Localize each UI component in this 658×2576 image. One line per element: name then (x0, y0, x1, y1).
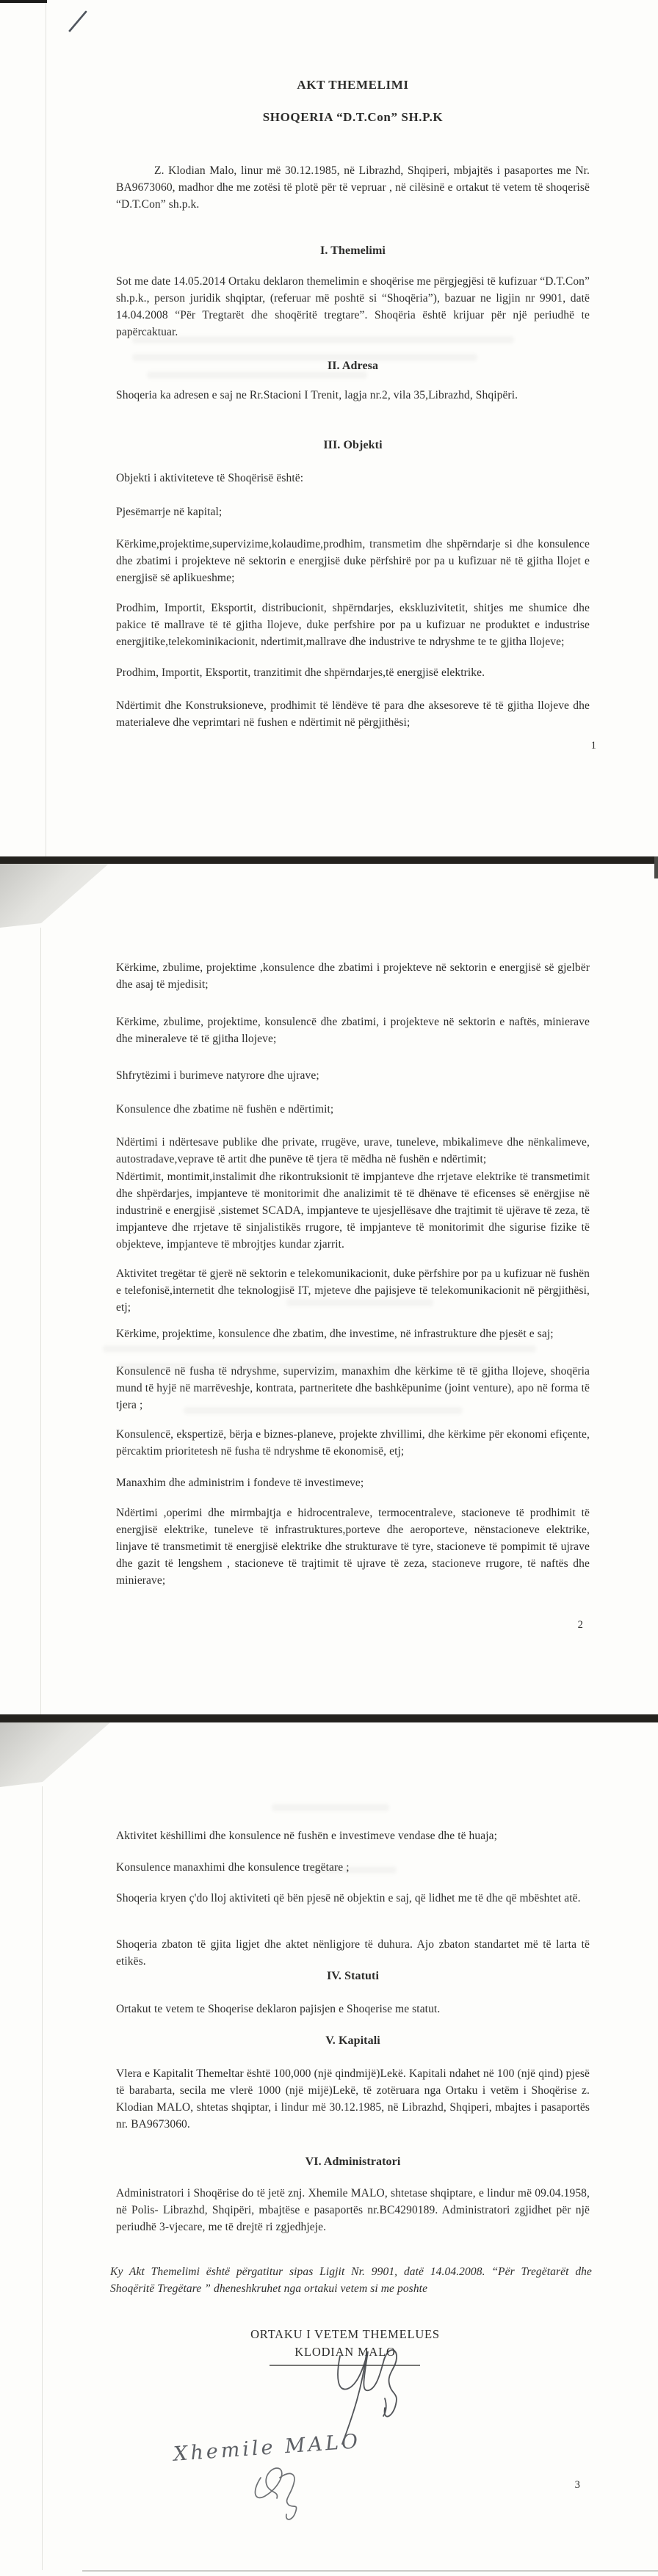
para-oil-minerals: Kërkime, zbulime, projektime, konsulencë dhe zbatimi, i projekteve në sektorin e naftës, minierave dhe mineraleve të të gjitha llojeve; (116, 1016, 590, 1045)
para-natural-resources: Shfrytëzimi i burimeve natyrore dhe ujrave; (116, 1069, 319, 1082)
page-number: 2 (577, 1619, 583, 1631)
para-investment-advice: Aktivitet këshillimi dhe konsulence në fushën e investimeve vendase dhe të huaja; (116, 1830, 498, 1842)
heading-capital: V. Kapitali (325, 2034, 380, 2047)
company-name: SHOQERIA “D.T.Con” SH.P.K (262, 110, 444, 124)
bleed-through-artifact (103, 1345, 536, 1353)
para-object-intro: Objekti i aktiviteteve të Shoqërisë është: (116, 472, 304, 484)
para-construction: Ndërtimit dhe Konstruksioneve, prodhimit të lëndëve të para dhe aksesoreve të të gjitha llojeve dhe materialeve dhe veprimtari në fushen e ndërtimit në përgjithësi; (116, 699, 590, 729)
page-number: 3 (574, 2479, 580, 2491)
para-founding: Sot me date 14.05.2014 Ortaku deklaron themelimin e shoqërise me përgjegjësi të kufizuar “D.T.Con” sh.p.k., person juridik shqiptar, (referuar më poshtë si “Shoqëria”), bazuar ne ligjin nr 9901, datë 14.04.2008 “Për Tregtarët dhe shoqëritë tregtare”. Shoqëria është krijuar për një periudhë te papërcaktuar. (116, 275, 590, 338)
page-2 (0, 859, 658, 1714)
heading-administrator: VI. Administratori (305, 2155, 401, 2168)
para-power-plants: Ndërtimi ,operimi dhe mirmbajtja e hidrocentraleve, termocentraleve, stacioneve të prodhimit të energjisë elektrike, tuneleve të infrastruktures,porteve dhe aeroporteve, nënstacioneve elektrike, linjave të transmetimit të energjisë elektrike dhe strukturave të tyre, stacioneve të pompimit të ujrave dhe gazit të lengshem , stacioneve të trajtimit të ujrave të zeza, stacioneve rrugore, të naftës dhe minierave; (116, 1507, 590, 1587)
bleed-through-artifact (272, 1804, 389, 1811)
para-address: Shoqeria ka adresen e saj ne Rr.Stacioni I Trenit, lagja nr.2, vila 35,Librazhd, Shqipëri. (116, 389, 518, 401)
para-closing-clause: Ky Akt Themelimi është përgatitur sipas Ligjit Nr. 9901, datë 14.04.2008. “Për Tregëtarët dhe Shoqëritë Tregëtare ” dheneshkruhet nga ortakui vetem si me poshte (110, 2266, 592, 2295)
para-capital: Vlera e Kapitalit Themeltar është 100,000 (një qindmijë)Lekë. Kapitali ndahet në 100 (një qind) pjesë të barabarta, secila me vlerë 1000 (një mijë)Lekë, të zotëruara nga Ortaku i vetëm i Shoqërise z. Klodian MALO, shtetas shqiptar, i lindur më 30.12.1985, në Librazhd, Shqiperi, mbajtes i pasaportës nr. BA9673060. (116, 2067, 590, 2131)
document-title: AKT THEMELIMI (297, 78, 409, 92)
heading-founding: I. Themelimi (320, 244, 386, 257)
para-fund-management: Manaxhim dhe administrim i fondeve të investimeve; (116, 1477, 364, 1489)
heading-address: II. Adresa (327, 360, 379, 372)
para-founder-intro: Z. Klodian Malo, linur më 30.12.1985, në Librazhd, Shqiperi, mbjajtës i pasaportes me Nr. BA9673060, madhor dhe me zotësi të plotë për të vepruar , në cilësinë e ortakut të vetem të shoqerisë “D.T.Con” sh.p.k. (116, 164, 590, 211)
para-management-consulting: Konsulence manaxhimi dhe konsulence tregëtare ; (116, 1861, 350, 1874)
page-3 (0, 1716, 658, 2576)
signer-name: KLODIAN MALO (294, 2345, 396, 2359)
para-production-energy: Prodhim, Importit, Eksportit, tranzitimit dhe shpërndarjes,të energjisë elektrike. (116, 666, 485, 679)
para-telecom: Aktivitet tregëtar të gjerë në sektorin e telekomunikacionit, duke përfshire por pa u kufizuar në fushën e telefonisë,internetit dhe teknologjisë IT, mjeteve dhe pajisjeve të telekomunikacionit në përgjithësi, etj; (116, 1267, 590, 1314)
signer-title: ORTAKU I VETEM THEMELUES (250, 2327, 440, 2341)
para-infrastructure: Kërkime, projektime, konsulence dhe zbatim, dhe investime, në infrastrukture dhe pjesët e saj; (116, 1328, 554, 1340)
para-activity-scope: Shoqeria kryen ç'do lloj aktiviteti që bën pjesë në objektin e saj, që lidhet me të dhe që mbështet atë. (116, 1892, 581, 1904)
para-green-energy: Kërkime, zbulime, projektime ,konsulence dhe zbatimi i projekteve në sektorin e energjisë së gjelbër dhe asaj të mjedisit; (116, 961, 590, 991)
para-law-compliance: Shoqeria zbaton të gjita ligjet dhe aktet nënligjore të duhura. Ajo zbaton standartet më të larta të etikës. (116, 1938, 590, 1968)
para-research-energy: Kërkime,projektime,supervizime,kolaudime,prodhim, transmetim dhe shpërndarje si dhe konsulence dhe zbatimi i projekteve në sektorin e energjisë duke përfshirë por pa u kufizuar në të gjitha llojet e energjisë së aplikueshme; (116, 538, 590, 584)
para-joint-venture: Konsulencë në fusha të ndryshme, supervizim, manaxhim dhe kërkime të të gjitha llojeve, shoqëria mund të hyjë në marrëveshje, kontrata, partneritete dhe bashkëpunime (joint venture), apo në forma të tjera ; (116, 1365, 590, 1411)
page-number: 1 (590, 740, 596, 752)
para-business-plans: Konsulencë, ekspertizë, bërja e biznes-planeve, projekte zhvillimi, dhe kërkime për ekonomi efiçente, përcaktim prioritetesh në fusha të ndryshme të ekonomisë, etj; (116, 1428, 590, 1458)
heading-statute: IV. Statuti (326, 1970, 380, 1982)
handwritten-name: Xhemile MALO (173, 2430, 362, 2466)
para-administrator: Administratori i Shoqërise do të jetë znj. Xhemile MALO, shtetase shqiptare, e lindur më 09.04.1958, në Polis- Librazhd, Shqipëri, mbajtëse e pasaportës nr.BC4290189. Administratori zgjidhet për një periudhë 3-vjecare, me të drejtë ri zgjedhjeje. (116, 2187, 590, 2233)
signature-scribble-klodian (338, 2350, 397, 2444)
para-public-construction: Ndërtimi i ndërtesave publike dhe private, rrugëve, urave, tuneleve, mbikalimeve dhe nënkalimeve, autostradave,veprave të artit dhe punëve të tjera të mëdha në fushën e ndërtimit; (116, 1136, 590, 1165)
page-1 (0, 0, 658, 856)
para-production-trade: Prodhim, Importit, Eksportit, distribucionit, shpërndarjes, ekskluzivitetit, shitjes me shumice dhe pakice të mallrave të të gjitha llojeve, duke perfshire por pa u kufizuar ne produktet e industrise energjitike,telekominikacionit, ndertimit,mallrave dhe industrive te ndryshme te te gjitha llojeve; (116, 602, 590, 648)
para-electrical-installations: Ndërtimit, montimit,instalimit dhe rikontruksionit të impjanteve dhe rrjetave elektrike të transmetimit dhe shpërdarjes, impjanteve të monitorimit dhe analizimit të të dhënave të eficenses së enërgjise në industrinë e energjisë ,sistemet SCADA, impjanteve te ujesjellësave dhe trajtimit të ujërave të zeza, të impjanteve dhe rrjetave të sinjalistikës rrugore, të impjanteve të monitorimit dhe sigurise fizike të objekteve, impjanteve të mbrojtjes kundar zjarrit. (116, 1171, 590, 1251)
para-construction-consulting: Konsulence dhe zbatime në fushën e ndërtimit; (116, 1103, 334, 1116)
heading-object: III. Objekti (323, 439, 383, 451)
para-capital-participation: Pjesëmarrje në kapital; (116, 506, 223, 518)
para-statute: Ortakut te vetem te Shoqerise deklaron pajisjen e Shoqerise me statut. (116, 2003, 441, 2015)
